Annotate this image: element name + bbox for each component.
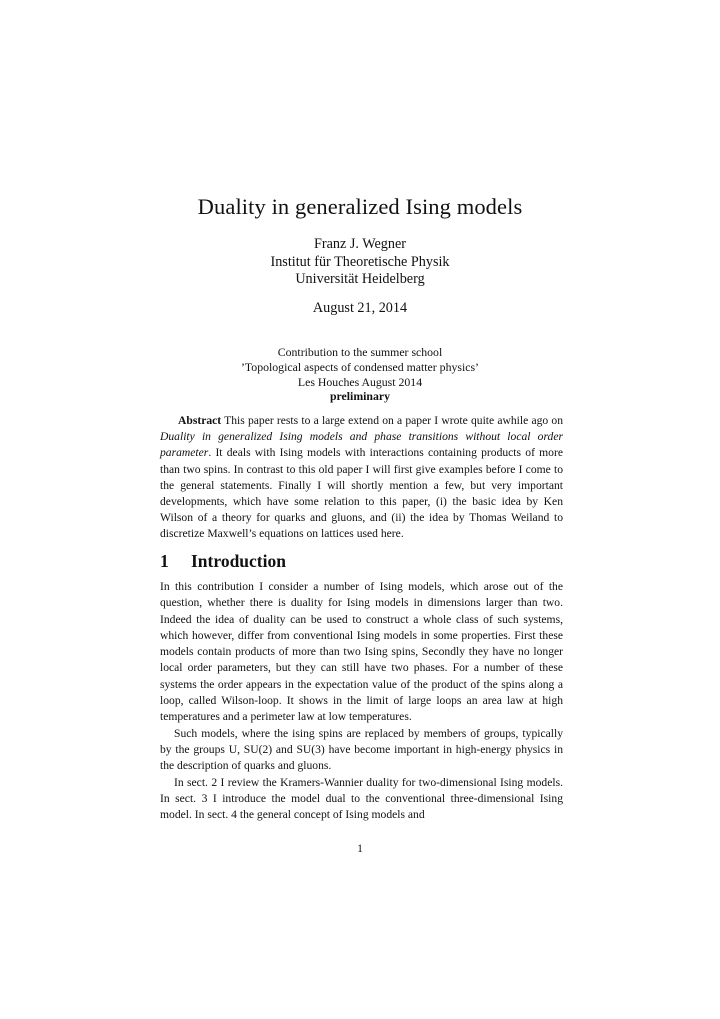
contribution-line-1: Contribution to the summer school (277, 345, 443, 359)
author-name: Franz J. Wegner (314, 236, 406, 252)
contribution-status: preliminary (329, 389, 391, 404)
abstract-text-1: This paper rests to a large extend on a paper I wrote quite awhile ago on (221, 414, 563, 427)
abstract-cited-title: Duality in generalized Ising models and phase transitions without local order parameter (160, 430, 563, 460)
page-number: 1 (357, 842, 363, 855)
paragraph: In this contribution I consider a number of Ising models, which arose out of the question, whether there is duality for Ising models in dimensions larger than two. Indeed the idea of duality can be used to construct a whole class of such systems, which however, differ from conventional Ising models in some properties. First these models contain products of more than two Ising spins, Secondly they have no longer local order parameters, but they can still have two phases. For a number of these systems the order appears in the expectation value of the product of the spins along a loop, called Wilson-loop. It shows in the limit of large loops an area law at high temperatures and a perimeter law at low temperatures. (160, 580, 563, 724)
abstract (160, 413, 563, 543)
section-number: 1 (160, 551, 169, 571)
paper-date: August 21, 2014 (312, 300, 408, 316)
section-body (160, 579, 563, 823)
section-heading (160, 551, 286, 572)
contribution-line-2: ’Topological aspects of condensed matter physics’ (241, 359, 479, 374)
author-block (0, 236, 720, 289)
paragraph: Such models, where the ising spins are replaced by members of groups, typically by the groups U, SU(2) and SU(3) have become important in high-energy physics in the description of quarks and gluons. (160, 726, 563, 773)
contribution-note (0, 345, 720, 404)
abstract-text-2: . It deals with Ising models with interactions containing products of more than two spins. In contrast to this old paper I will first give examples before I come to the general statements. Finally I will shortly mention a few, but very important developments, which have some relation to this paper, (i) the basic idea by Ken Wilson of a theory for quarks and gluons, and (ii) the idea by Thomas Weiland to discretize Maxwell’s equations on lattices used here. (160, 446, 563, 541)
contribution-line-3: Les Houches August 2014 (297, 374, 423, 389)
paper-title: Duality in generalized Ising models (197, 194, 523, 219)
paragraph: In sect. 2 I review the Kramers-Wannier duality for two-dimensional Ising models. In sect. 3 I introduce the model dual to the conventional three-dimensional Ising model. In sect. 4 the general concept of Ising models and (160, 775, 563, 822)
section-title: Introduction (191, 551, 286, 571)
affiliation-university: Universität Heidelberg (295, 271, 425, 287)
abstract-label: Abstract (178, 414, 222, 427)
affiliation-institute: Institut für Theoretische Physik (270, 253, 450, 270)
